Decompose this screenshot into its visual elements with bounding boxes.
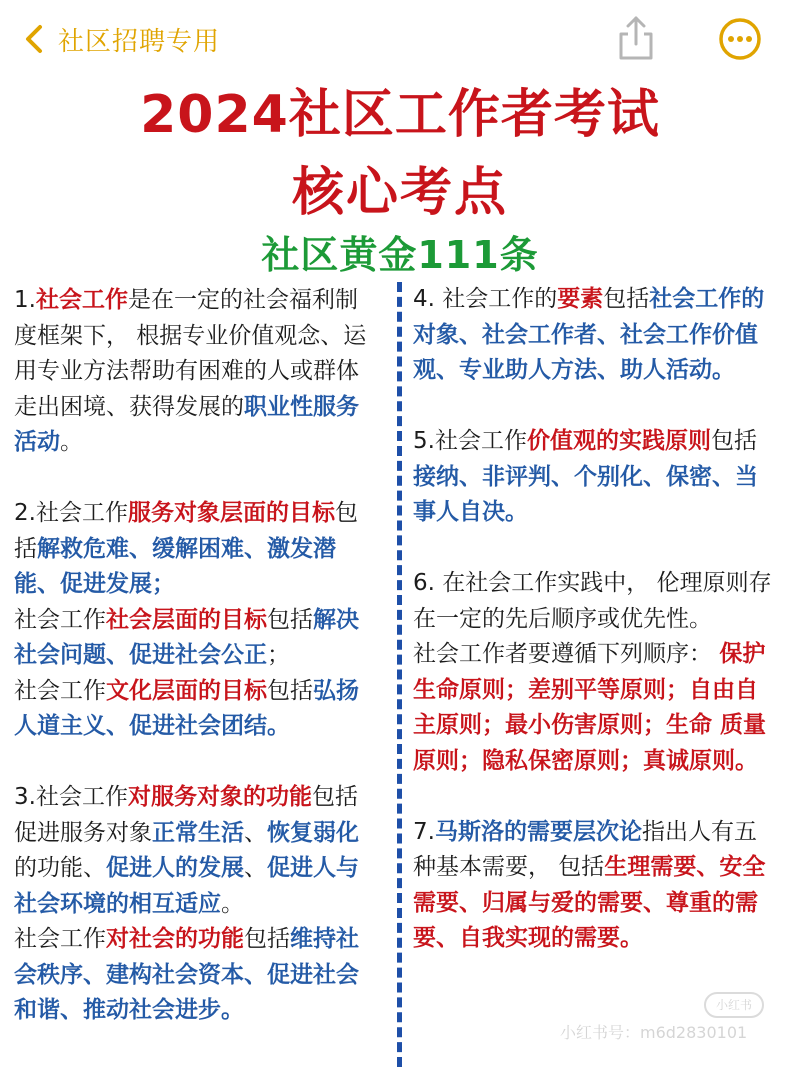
body-text: 的功能、	[14, 855, 106, 881]
share-button[interactable]	[614, 14, 658, 62]
highlight-red-text: 要素	[557, 286, 604, 312]
point-block	[14, 780, 380, 1029]
highlight-red-text: 价值观的实践原则	[526, 428, 711, 454]
body-text: 包括	[267, 677, 313, 704]
page-subtitle: 社区黄金111条	[261, 233, 539, 277]
highlight-blue-text: 职业性服务活动	[14, 393, 359, 455]
highlight-blue-text: 弘扬人道主义、促进社会团结。	[14, 677, 359, 739]
point-block	[413, 424, 779, 531]
back-button[interactable]	[18, 14, 220, 64]
body-text: 。	[221, 890, 244, 917]
highlight-red-text: 保护生命原则；差别平等原则；自由自主原则；最小伤害原则；生命 质量原则；隐私保密原则；真诚原则。	[413, 641, 767, 774]
page-title-line1: 2024社区工作者考试	[140, 85, 660, 145]
left-column	[14, 283, 380, 1064]
highlight-red-text: 对社会的功能	[106, 926, 244, 952]
highlight-red-text: 文化层面的目标	[106, 677, 267, 704]
body-text: 1.	[14, 287, 36, 313]
body-text: 包括	[244, 926, 290, 952]
point-block	[14, 283, 380, 461]
right-column	[413, 282, 779, 992]
highlight-blue-text: 马斯洛的需要层次论	[434, 818, 642, 845]
highlight-blue-text: 接纳、非评判、个别化、保密、当事人自决。	[413, 463, 758, 525]
page-title-line2: 核心考点	[291, 163, 508, 223]
body-text: 3.社会工作	[14, 784, 128, 810]
body-text: ；	[267, 642, 290, 668]
body-text: 6. 在社会工作实践中， 伦理原则存在一定的先后顺序或优先性。	[413, 570, 772, 632]
body-text: 、	[244, 855, 267, 881]
highlight-blue-text: 促进人与社会环境的相互适应	[14, 855, 359, 917]
body-text: 2.社会工作	[14, 500, 128, 526]
more-options-button[interactable]	[718, 17, 762, 61]
watermark-badge: 小红书	[704, 992, 764, 1018]
highlight-red-text: 服务对象层面的目标	[127, 500, 335, 526]
body-text: 社会工作者要遵循下列顺序：	[413, 641, 720, 667]
highlight-blue-text: 解救危难、缓解困难、激发潜能、促进发展；	[14, 535, 336, 597]
body-text: 包括	[14, 500, 358, 562]
body-text: 5.社会工作	[413, 428, 527, 454]
watermark-id: 小红书号：m6d2830101	[560, 1023, 748, 1042]
chevron-left-icon	[18, 22, 52, 56]
highlight-blue-text: 社会工作的对象、社会工作者、社会工作价值观、专业助人方法、助人活动。	[413, 286, 765, 383]
body-text: 4. 社会工作的	[413, 286, 558, 312]
point-block	[413, 815, 779, 957]
point-block	[14, 496, 380, 745]
highlight-blue-text: 解决社会问题、促进社会公正	[14, 606, 359, 668]
point-block	[413, 282, 779, 389]
column-divider	[397, 282, 402, 1067]
highlight-blue-text: 正常生活	[152, 819, 244, 846]
highlight-red-text: 社会工作	[35, 287, 128, 313]
watermark	[560, 992, 790, 1044]
body-text: 包括	[603, 286, 650, 312]
body-text: 是在一定的社会福利制度框架下， 根据专业价值观念、运用专业方法帮助有困难的人或群体走出困境、获得发展的	[14, 287, 367, 420]
share-icon	[614, 14, 658, 62]
highlight-blue-text: 促进人的发展	[106, 855, 244, 881]
body-text: 包括	[710, 428, 757, 454]
more-options-icon	[718, 17, 762, 61]
highlight-red-text: 社会层面的目标	[106, 606, 267, 633]
highlight-red-text: 对服务对象的功能	[127, 784, 312, 810]
highlight-blue-text: 维持社会秩序、建构社会资本、促进社会和谐、推动社会进步。	[14, 926, 359, 1023]
highlight-blue-text: 恢复弱化	[267, 819, 359, 846]
body-text: 。	[60, 429, 83, 455]
body-text: 包括	[267, 606, 313, 633]
top-bar	[0, 0, 800, 78]
body-text: 社会工作	[14, 926, 106, 952]
body-text: 、	[244, 819, 267, 846]
back-label: 社区招聘专用	[58, 26, 221, 57]
body-text: 7.	[413, 818, 435, 845]
point-block	[413, 566, 779, 779]
body-text: 包括促进服务对象	[14, 784, 358, 846]
highlight-red-text: 生理需要、安全需要、归属与爱的需要、尊重的需要、自我实现的需要。	[413, 854, 766, 951]
body-text: 社会工作	[14, 606, 106, 633]
body-text: 指出人有五种基本需要， 包括	[413, 818, 757, 880]
body-text: 社会工作	[14, 677, 106, 704]
